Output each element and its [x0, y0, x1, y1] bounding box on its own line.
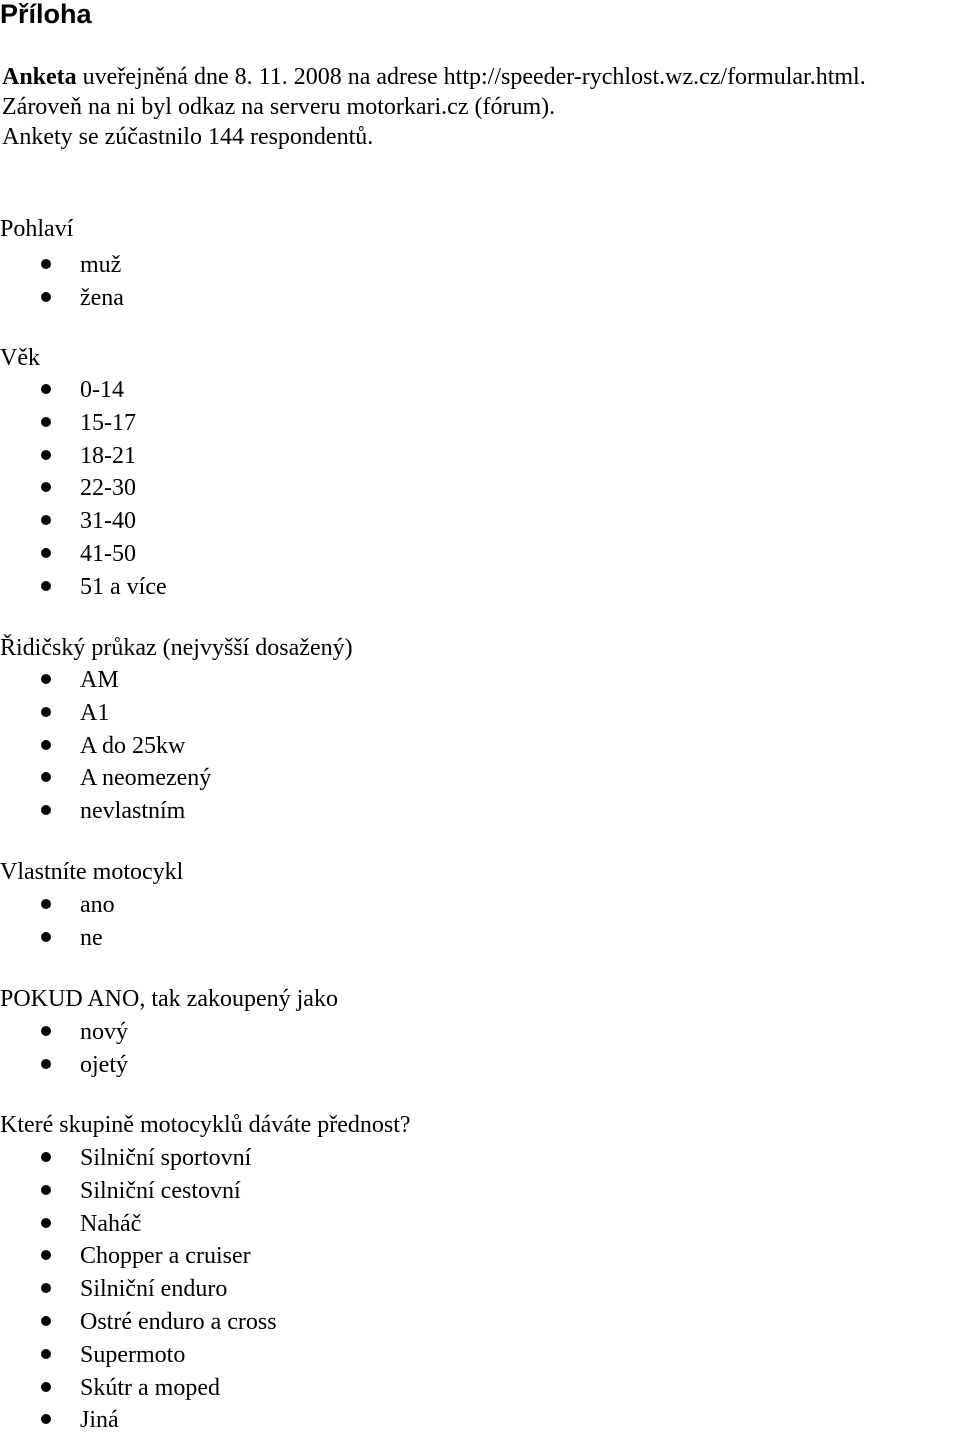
question-title-category: Které skupině motocyklů dáváte přednost? [0, 1112, 411, 1138]
bullet-icon [41, 1316, 51, 1326]
bullet-icon [41, 482, 51, 492]
question-title-license: Řidičský průkaz (nejvyšší dosažený) [0, 635, 353, 661]
bullet-icon [41, 1382, 51, 1392]
option-label: Naháč [80, 1210, 142, 1237]
bullet-icon [41, 805, 51, 815]
bullet-icon [41, 740, 51, 750]
bullet-icon [41, 674, 51, 684]
option-label: Supermoto [80, 1341, 186, 1368]
intro-bold-word: Anketa [2, 64, 77, 90]
option-label: žena [80, 284, 124, 311]
option-label: Jiná [80, 1407, 119, 1434]
option-label: ano [80, 892, 115, 918]
bullet-icon [41, 1349, 51, 1359]
bullet-icon [41, 450, 51, 460]
question-title-ownership: Vlastníte motocykl [0, 859, 184, 885]
option-label: A do 25kw [80, 732, 186, 759]
intro-paragraph [2, 62, 866, 152]
bullet-icon [41, 932, 51, 942]
bullet-icon [41, 1152, 51, 1162]
option-label: 51 a více [80, 573, 167, 600]
bullet-icon [41, 417, 51, 427]
bullet-icon [41, 1414, 51, 1424]
question-title-age: Věk [0, 345, 40, 371]
bullet-icon [41, 1059, 51, 1069]
option-label: 22-30 [80, 475, 136, 502]
option-label: 31-40 [80, 508, 136, 535]
option-label: A neomezený [80, 765, 212, 792]
option-label: Chopper a cruiser [80, 1243, 251, 1270]
bullet-icon [41, 772, 51, 782]
bullet-icon [41, 1185, 51, 1195]
bullet-icon [41, 1283, 51, 1293]
option-label: Silniční cestovní [80, 1177, 241, 1204]
bullet-icon [41, 581, 51, 591]
option-label: Silniční enduro [80, 1276, 228, 1303]
option-label: Silniční sportovní [80, 1145, 252, 1171]
intro-line-1 [2, 62, 866, 92]
option-label: nevlastním [80, 798, 186, 825]
option-label: nový [80, 1019, 128, 1045]
intro-line-2: Zároveň na ni byl odkaz na serveru motorkari.cz (fórum). [2, 94, 556, 120]
option-label: Ostré enduro a cross [80, 1308, 277, 1335]
option-label: A1 [80, 699, 110, 726]
option-label: ojetý [80, 1051, 128, 1078]
bullet-icon [41, 259, 51, 269]
intro-line-1-rest: uveřejněná dne 8. 11. 2008 na adrese http://speeder-rychlost.wz.cz/formular.html. [76, 64, 866, 90]
bullet-icon [41, 515, 51, 525]
option-label: 41-50 [80, 540, 136, 567]
intro-line-3: Ankety se zúčastnilo 144 respondentů. [2, 124, 374, 150]
bullet-icon [41, 1218, 51, 1228]
bullet-icon [41, 548, 51, 558]
question-title-gender: Pohlaví [0, 216, 74, 242]
option-label: AM [80, 667, 119, 693]
question-title-purchase: POKUD ANO, tak zakoupený jako [0, 986, 338, 1012]
option-label: ne [80, 924, 103, 951]
option-label: 18-21 [80, 442, 136, 469]
bullet-icon [41, 1250, 51, 1260]
bullet-icon [41, 384, 51, 394]
option-label: Skútr a moped [80, 1374, 220, 1401]
option-label: 0-14 [80, 377, 124, 403]
page-title: Příloha [0, 0, 92, 29]
bullet-icon [41, 707, 51, 717]
bullet-icon [41, 292, 51, 302]
bullet-icon [41, 1026, 51, 1036]
option-label: 15-17 [80, 409, 136, 436]
bullet-icon [41, 899, 51, 909]
option-label: muž [80, 252, 122, 278]
